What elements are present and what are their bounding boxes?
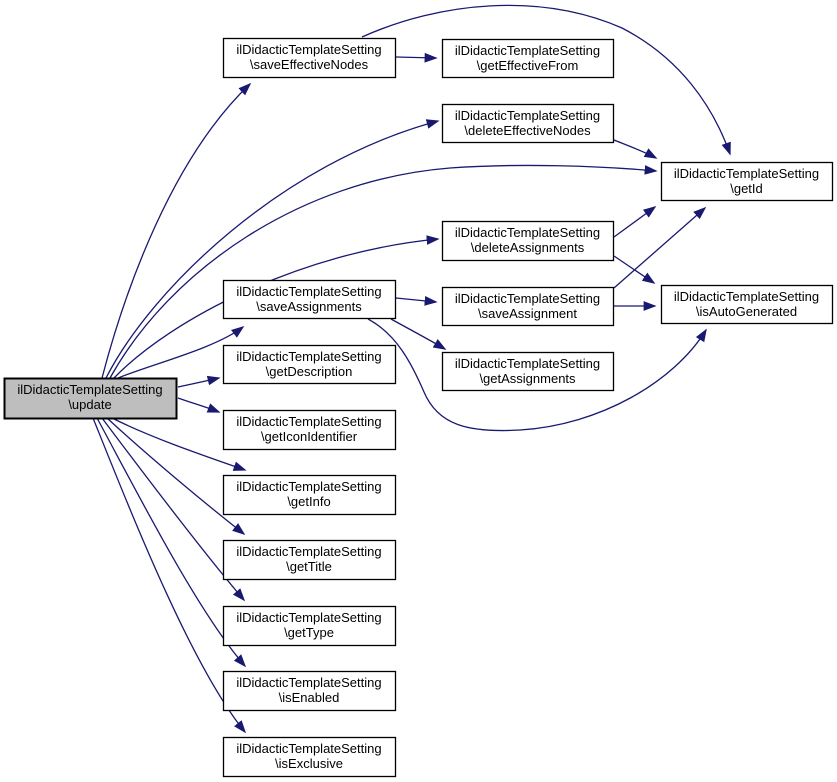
node-label: \isAutoGenerated (695, 304, 798, 319)
node-label: ilDidacticTemplateSetting (236, 284, 382, 299)
node-label: ilDidacticTemplateSetting (236, 414, 382, 429)
node-saveAssignment[interactable] (443, 288, 614, 326)
node-label: \getInfo (287, 494, 331, 509)
node-label: ilDidacticTemplateSetting (236, 741, 382, 756)
node-label: \saveAssignment (478, 306, 577, 321)
node-label: \isEnabled (278, 690, 340, 705)
edge-update-to-getType (102, 418, 244, 600)
node-isAutoGenerated[interactable] (662, 286, 833, 324)
node-isExclusive[interactable] (224, 738, 396, 777)
node-label: ilDidacticTemplateSetting (673, 166, 820, 181)
node-getType[interactable] (224, 607, 396, 646)
node-label: ilDidacticTemplateSetting (236, 544, 382, 559)
node-label: ilDidacticTemplateSetting (17, 382, 163, 397)
node-getTitle[interactable] (224, 541, 396, 580)
node-label: ilDidacticTemplateSetting (236, 675, 382, 690)
node-getAssignments[interactable] (443, 353, 614, 391)
node-label: \update (68, 397, 112, 412)
edge-saveAssignment-to-getId (614, 208, 705, 288)
edge-update-to-isEnabled (97, 418, 245, 666)
node-label: \getDescription (265, 364, 353, 379)
node-label: \getTitle (286, 559, 332, 574)
node-label: ilDidacticTemplateSetting (236, 349, 382, 364)
node-label: ilDidacticTemplateSetting (454, 356, 601, 371)
node-label: ilDidacticTemplateSetting (236, 479, 382, 494)
edge-saveEffectiveNodes-to-getEffectiveFrom (396, 57, 436, 58)
node-label: \saveAssignments (256, 299, 362, 314)
node-label: ilDidacticTemplateSetting (236, 610, 382, 625)
node-label: ilDidacticTemplateSetting (454, 108, 601, 123)
edge-saveAssignments-to-getAssignments (391, 319, 445, 349)
node-label: \deleteAssignments (470, 240, 585, 255)
edge-update-to-isExclusive (93, 418, 245, 732)
edge-update-to-getDescription (178, 378, 219, 387)
node-label: \isExclusive (275, 756, 343, 771)
node-getId[interactable] (662, 163, 833, 201)
node-label: \getType (284, 625, 334, 640)
node-label: \saveEffectiveNodes (249, 57, 369, 72)
node-getDescription[interactable] (224, 346, 396, 384)
node-label: \deleteEffectiveNodes (464, 123, 591, 138)
node-label: ilDidacticTemplateSetting (454, 225, 601, 240)
node-isEnabled[interactable] (224, 672, 396, 711)
node-getIconIdentifier[interactable] (224, 411, 396, 450)
edge-deleteAssignments-to-isAutoGenerated (614, 256, 654, 283)
node-saveAssignments[interactable] (224, 281, 396, 319)
edge-update-to-getIconIdentifier (178, 398, 219, 412)
edge-update-to-saveEffectiveNodes (102, 84, 250, 378)
node-label: ilDidacticTemplateSetting (454, 43, 601, 58)
node-getInfo[interactable] (224, 476, 396, 515)
edge-saveAssignments-to-saveAssignment (396, 298, 436, 302)
edge-deleteAssignments-to-getId (614, 207, 655, 237)
node-deleteAssignments[interactable] (443, 222, 614, 261)
node-deleteEffectiveNodes[interactable] (443, 105, 614, 143)
node-label: \getIconIdentifier (260, 429, 358, 444)
edge-update-to-deleteEffectiveNodes (106, 121, 438, 378)
node-getEffectiveFrom[interactable] (443, 40, 614, 78)
node-update (5, 379, 177, 419)
node-label: \getEffectiveFrom (476, 58, 579, 73)
node-label: \getId (730, 181, 763, 196)
node-saveEffectiveNodes[interactable] (224, 39, 396, 78)
edge-deleteEffectiveNodes-to-getId (614, 140, 656, 158)
node-label: ilDidacticTemplateSetting (673, 289, 820, 304)
node-label: ilDidacticTemplateSetting (454, 291, 601, 306)
node-label: \getAssignments (479, 371, 576, 386)
node-label: ilDidacticTemplateSetting (236, 42, 382, 57)
